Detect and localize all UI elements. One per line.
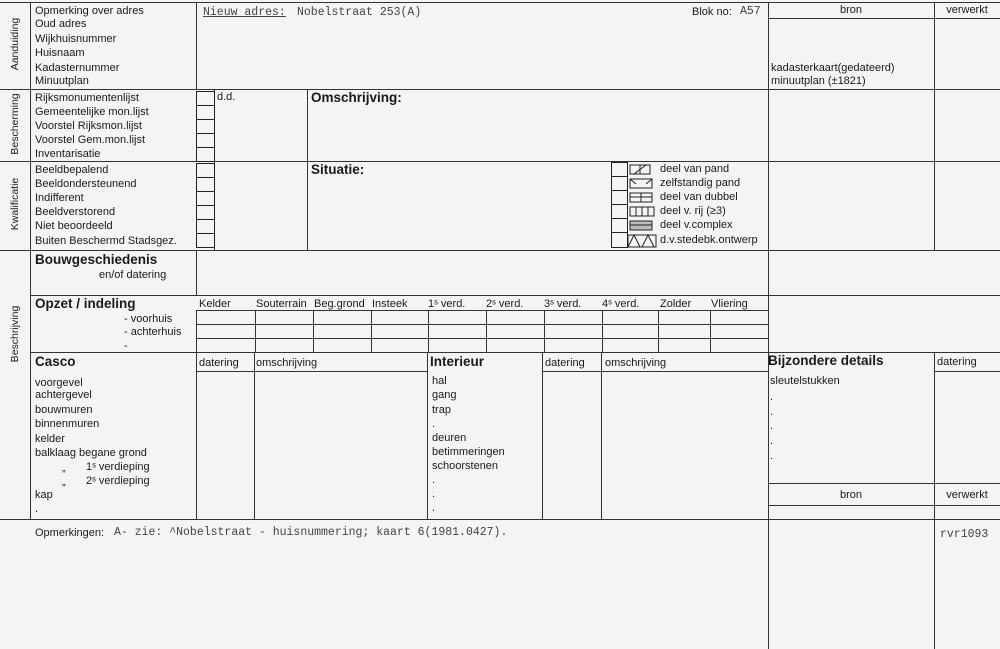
rule-opzet-c8 [658,310,659,352]
verwerkt-header: verwerkt [946,4,988,16]
situatie-option-4: deel v. rij (≥3) [660,205,726,217]
blok-label: Blok no: [692,6,732,18]
blok-value: A57 [740,5,761,18]
opzet-col-souterrain: Souterrain [256,298,307,310]
rule-opzet-c7 [602,310,603,352]
rule-kwalificatie-bottom [0,250,1000,251]
bescherming-item-4: Voorstel Gem.mon.lijst [35,134,146,146]
casco-item-balklaag: balklaag begane grond [35,447,147,459]
opzet-col-4verd: 4ˢ verd. [602,298,640,310]
opzet-col-3verd: 3ˢ verd. [544,298,582,310]
checkbox-rijksmonument[interactable] [196,91,215,106]
opzet-col-beggrond: Beg.grond [314,298,365,310]
interieur-item-trap: trap [432,404,451,416]
opzet-row-voorhuis: - voorhuis [124,313,173,325]
rule-opzet-c2 [313,310,314,352]
rule-bijz-bron [768,483,1000,484]
nieuw-adres-value: Nobelstraat 253(A) [297,6,422,19]
bron-header: bron [839,4,863,16]
rule-opzet-c9 [710,310,711,352]
casco-omschrijving: omschrijving [256,357,318,369]
interieur-item-hal: hal [432,375,447,387]
opzet-title: Opzet / indeling [35,296,136,311]
section-aanduiding: Aanduiding [9,17,21,71]
kwalificatie-item-4: Beeldverstorend [35,206,116,218]
bescherming-item-2: Gemeentelijke mon.lijst [35,106,149,118]
opzet-col-zolder: Zolder [660,298,692,310]
checkbox-gemeentelijk[interactable] [196,105,215,120]
kwalificatie-item-1: Beeldbepalend [35,164,109,176]
opzet-col-insteek: Insteek [372,298,408,310]
bescherming-item-3: Voorstel Rijksmon.lijst [35,120,142,132]
casco-item-2verd: 2ˢ verdieping [86,475,150,487]
situatie-option-5: deel v.complex [660,219,733,231]
rule-omschr-col [307,89,308,250]
bouwgeschiedenis-title: Bouwgeschiedenis [35,252,158,267]
bijzondere-item-dot5: . [770,450,774,462]
kwalificatie-item-3: Indifferent [35,192,84,204]
checkbox-niet-beoordeeld[interactable] [196,219,215,234]
casco-item-bouwmuren: bouwmuren [35,404,93,416]
interieur-omschrijving: omschrijving [605,357,667,369]
label-minuutplan: Minuutplan [35,75,89,87]
checkbox-beeldverstorend[interactable] [196,205,215,220]
bijzondere-title: Bijzondere details [768,353,884,368]
rule-aanduiding-bottom [0,89,1000,90]
situatie-option-1: deel van pand [660,163,730,175]
rule-opzet-r2 [196,338,768,339]
casco-title: Casco [35,354,76,369]
rule-casco-bottom [0,519,1000,520]
interieur-title: Interieur [430,354,485,369]
bijzondere-item-dot3: . [770,420,774,432]
bijzondere-item-dot4: . [770,435,774,447]
kwalificatie-item-6: Buiten Beschermd Stadsgez. [35,235,177,247]
interieur-item-gang: gang [432,389,457,401]
opzet-row-blank: - [124,340,128,352]
interieur-item-betimmeringen: betimmeringen [432,446,505,458]
dd-label: d.d. [217,91,236,103]
bijzondere-verwerkt: verwerkt [946,489,988,501]
rule-bijz-bron2 [768,505,1000,506]
situatie-option-6: d.v.stedebk.ontwerp [660,234,758,246]
casco-item-1verd: 1ˢ verdieping [86,461,150,473]
rule-opzet-c5 [486,310,487,352]
rule-int-dat [542,352,543,519]
section-kwalificatie: Kwalificatie [9,177,21,231]
label-wijkhuisnummer: Wijkhuisnummer [35,33,117,45]
section-bescherming: Bescherming [9,93,21,155]
rule-interieur [427,352,428,519]
rule-opzet-c4 [428,310,429,352]
label-oud-adres: Oud adres [35,18,87,30]
casco-item-dot: . [35,503,39,515]
casco-item-kelder: kelder [35,433,65,445]
casco-item-achtergevel: achtergevel [35,389,92,401]
rule-bron-col [768,2,769,649]
bijzondere-datering: datering [937,356,977,368]
situatie-label: Situatie: [311,162,365,177]
casco-datering: datering [199,357,239,369]
bron-note-kadaster: kadasterkaart(gedateerd) [771,62,895,74]
rule-bescherming-bottom [0,161,1000,162]
label-opmerking-adres: Opmerking over adres [35,5,144,17]
rule-opzet-c3 [371,310,372,352]
nieuw-adres-label: Nieuw adres: [203,6,286,19]
interieur-item-schoorstenen: schoorstenen [432,460,499,472]
interieur-item-deuren: deuren [432,432,467,444]
rule-verwerkt-col [934,2,935,250]
rule-opzet-c0 [196,310,197,352]
checkbox-voorstel-gem[interactable] [196,133,215,148]
opzet-col-1verd: 1ˢ verd. [428,298,466,310]
kwalificatie-item-5: Niet beoordeeld [35,220,113,232]
rule-int-head [542,371,768,372]
interieur-item-dot4: . [432,502,436,514]
bron-note-minuutplan: minuutplan (±1821) [771,75,866,87]
situatie-option-2: zelfstandig pand [660,177,741,189]
rule-bijz-header [934,371,1000,372]
casco-ditto-2: „ [62,476,66,488]
rule-casco-oms [254,352,255,519]
bijzondere-bron: bron [839,489,863,501]
rule-bouw-col [196,250,197,295]
casco-item-voorgevel: voorgevel [35,377,83,389]
rule-sidebar [30,2,31,519]
interieur-item-dot3: . [432,488,436,500]
checkbox-inventarisatie[interactable] [196,147,215,162]
bijzondere-item-dot2: . [770,406,774,418]
bijzondere-item-dot1: . [770,391,774,403]
opzet-col-kelder: Kelder [199,298,231,310]
rule-bouwgesch-bottom [30,295,1000,296]
label-kadasternummer: Kadasternummer [35,62,120,74]
checkbox-indifferent[interactable] [196,191,215,206]
opmerkingen-label: Opmerkingen: [35,527,105,539]
interieur-item-dot2: . [432,474,436,486]
card-code: rvr1093 [940,528,989,541]
section-beschrijving: Beschrijving [9,305,21,363]
checkbox-buiten[interactable] [196,233,215,248]
rule-casco-dat [196,352,197,519]
rule-opzet-c1 [255,310,256,352]
casco-item-kap: kap [35,489,53,501]
bijzondere-item-sleutelstukken: sleutelstukken [770,375,840,387]
rule-int-oms [601,352,602,519]
situatie-pictograms-icon [626,161,658,249]
checkbox-voorstel-rijks[interactable] [196,119,215,134]
casco-item-binnenmuren: binnenmuren [35,418,100,430]
rule-opzet-r1 [196,324,768,325]
bouwgeschiedenis-sub: en/of datering [99,269,167,281]
rule-bron-top [768,18,1000,19]
casco-ditto-1: „ [62,462,66,474]
label-huisnaam: Huisnaam [35,47,85,59]
rule-opzet-c6 [544,310,545,352]
opzet-col-2verd: 2ˢ verd. [486,298,524,310]
interieur-item-dot1: . [432,418,436,430]
situatie-option-3: deel van dubbel [660,191,738,203]
checkbox-beeldondersteunend[interactable] [196,177,215,192]
kwalificatie-item-2: Beeldondersteunend [35,178,137,190]
opzet-row-achterhuis: - achterhuis [124,326,182,338]
bescherming-item-1: Rijksmonumentenlijst [35,92,139,104]
opzet-col-vliering: Vliering [711,298,748,310]
rule-casco-head [196,371,427,372]
rule-label-col [196,2,197,89]
bescherming-item-5: Inventarisatie [35,148,101,160]
interieur-datering: datering [545,357,585,369]
opmerkingen-value: A- zie: ^Nobelstraat - huisnummering; kaart 6(1981.0427). [114,526,508,539]
checkbox-beeldbepalend[interactable] [196,163,215,178]
omschrijving-label: Omschrijving: [311,90,402,105]
